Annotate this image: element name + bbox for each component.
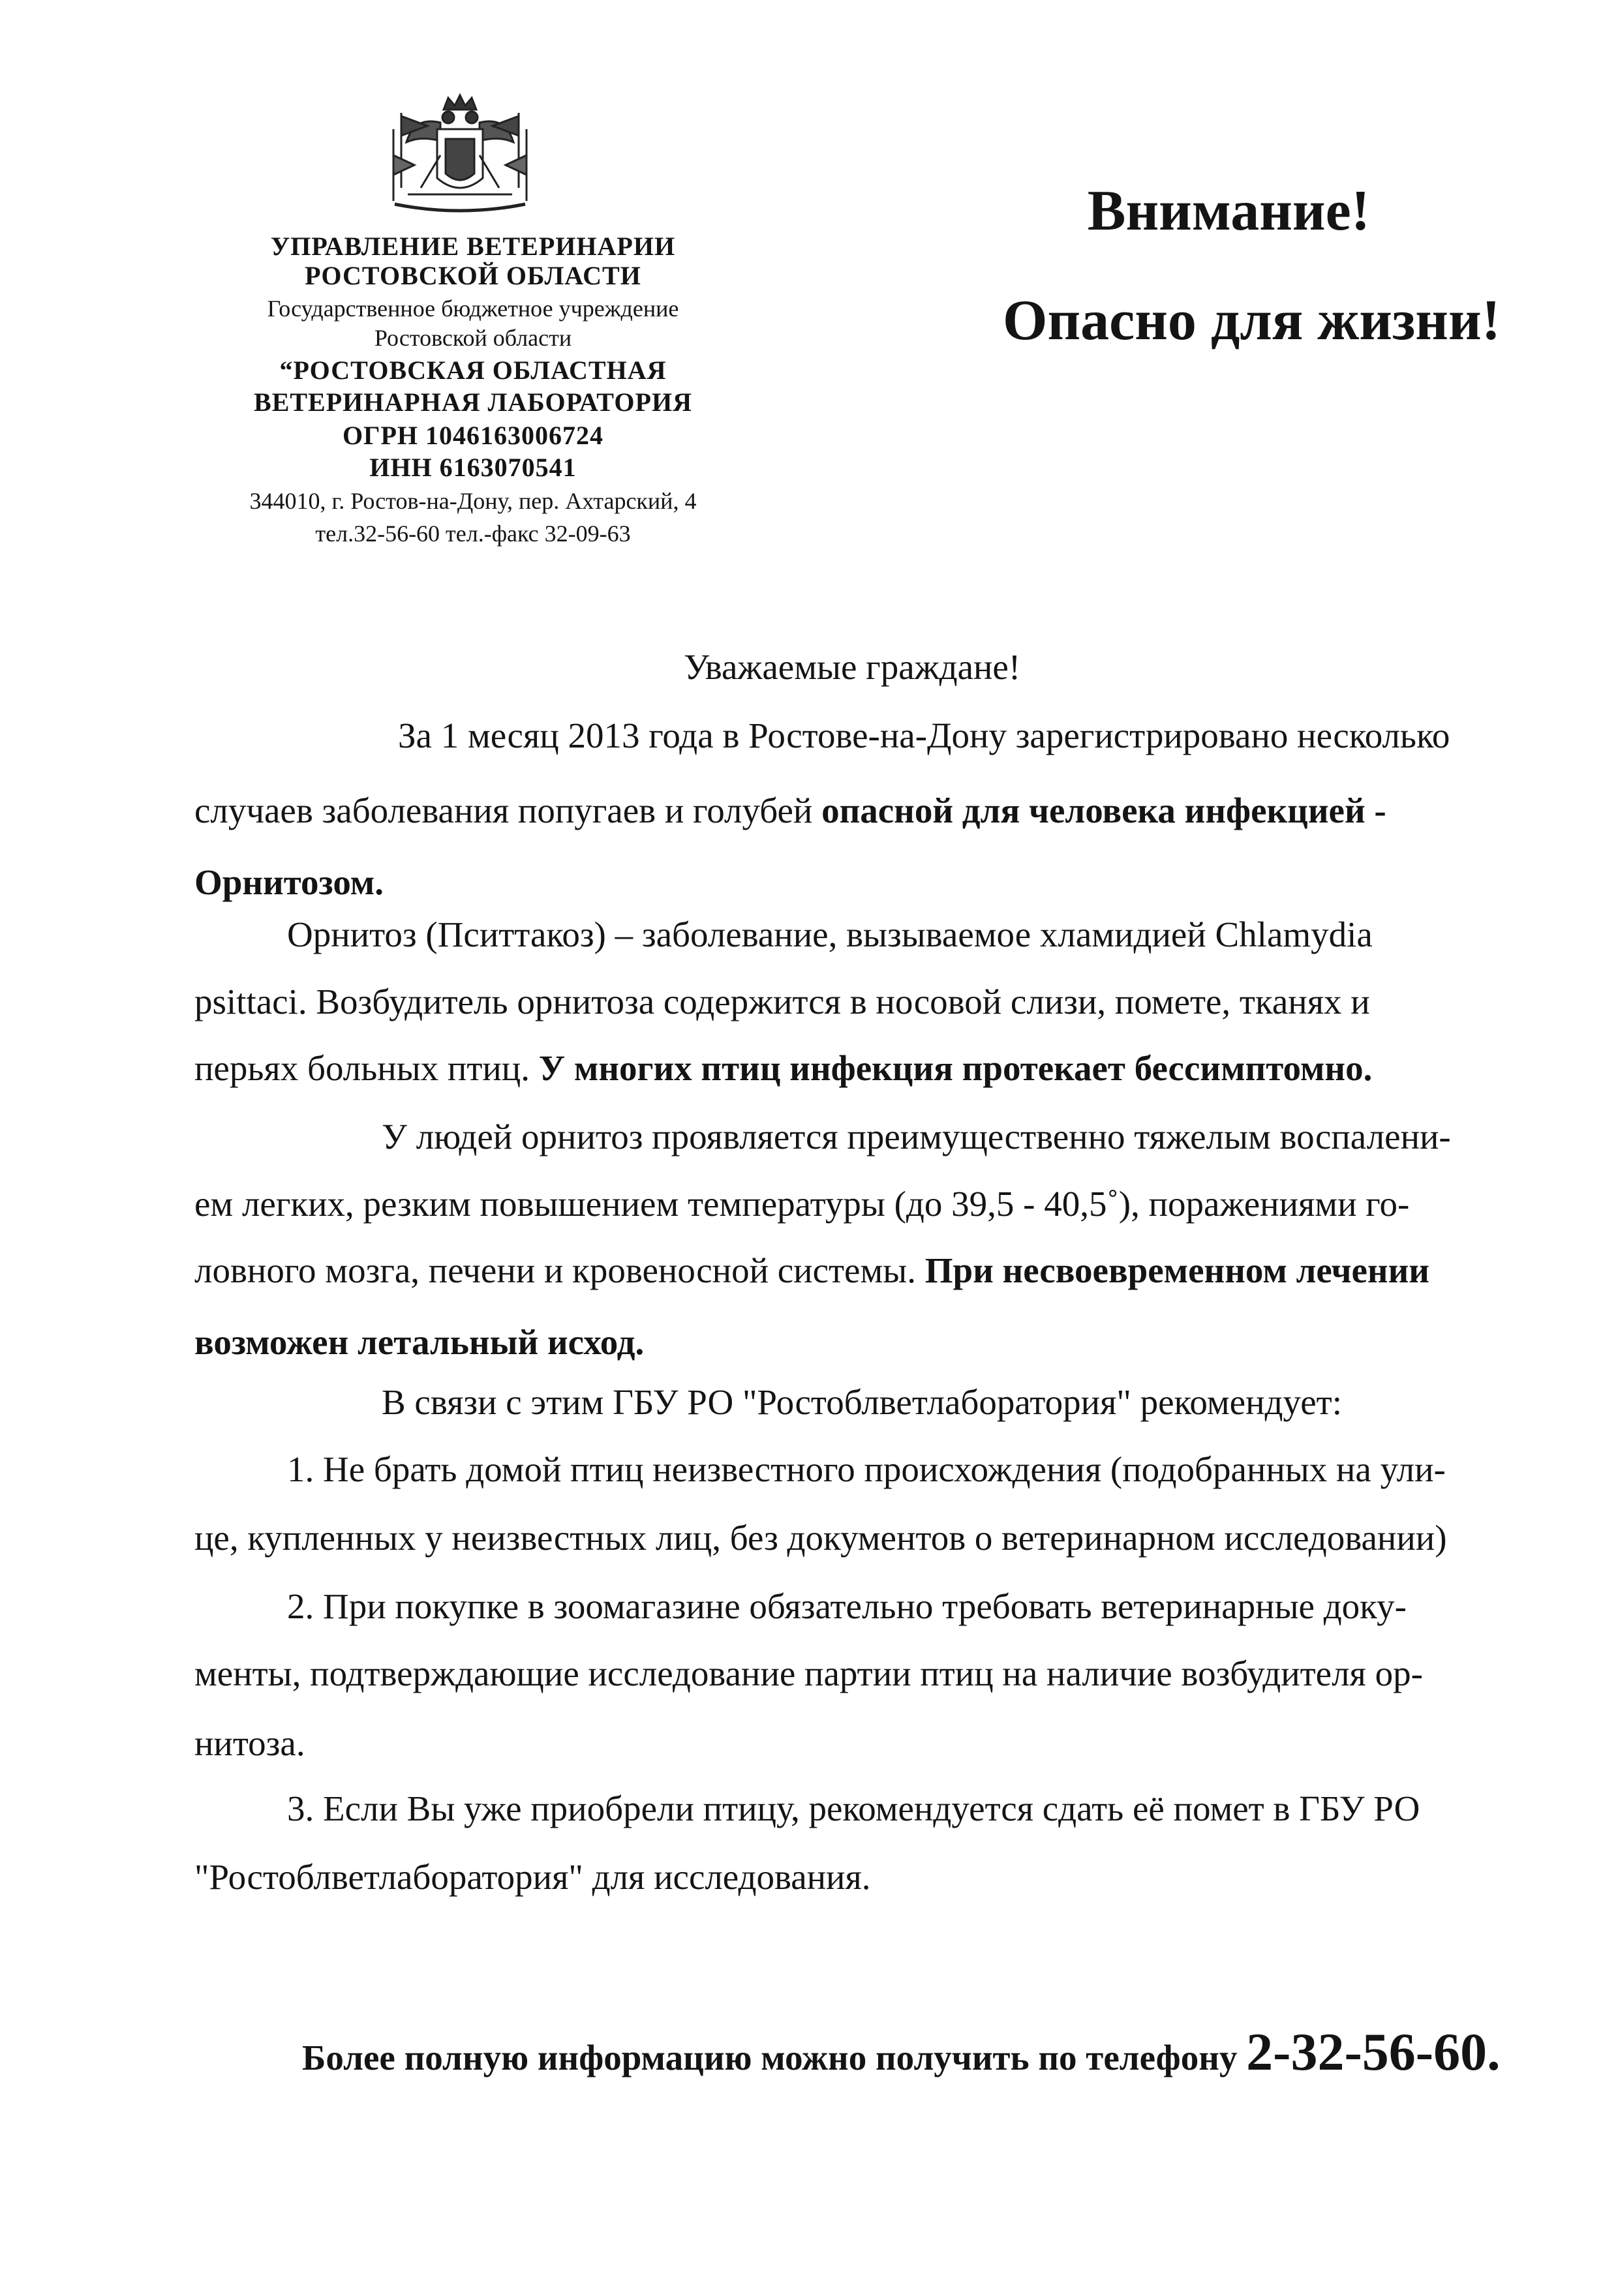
paragraph-line: В связи с этим ГБУ РО "Ростоблветлаборатория" рекомендует: [382,1382,1343,1422]
paragraph-line: перьях больных птиц. У многих птиц инфекция протекает бессимптомно. [194,1048,1373,1088]
header-org-line4: Ростовской области [374,325,572,351]
paragraph-line: Орнитозом. [194,862,384,902]
list-item: це, купленных у неизвестных лиц, без документов о ветеринарном исследовании) [194,1518,1447,1558]
header-inn: ИНН 6163070541 [369,453,577,482]
list-item: 2. При покупке в зоомагазине обязательно требовать ветеринарные доку- [287,1586,1407,1626]
footer-phone: 2-32-56-60. [1246,2022,1501,2081]
list-item: 1. Не брать домой птиц неизвестного происхождения (подобранных на ули- [287,1449,1446,1489]
header-address: 344010, г. Ростов-на-Дону, пер. Ахтарский, 4 [249,488,697,514]
list-item: менты, подтверждающие исследование партии птиц на наличие возбудителя ор- [194,1654,1423,1693]
paragraph-line: psittaci. Возбудитель орнитоза содержится в носовой слизи, помете, тканях и [194,982,1370,1021]
footer-contact: Более полную информацию можно получить по телефону 2-32-56-60. [302,2022,1501,2081]
header-org-line6: ВЕТЕРИНАРНАЯ ЛАБОРАТОРИЯ [254,387,692,417]
warning-title: Внимание! [1087,179,1370,243]
header-org-line1: УПРАВЛЕНИЕ ВЕТЕРИНАРИИ [270,232,676,261]
header-org-line5: “РОСТОВСКАЯ ОБЛАСТНАЯ [279,355,667,385]
paragraph-line: случаев заболевания попугаев и голубей опасной для человека инфекцией - [194,791,1386,830]
header-org-line2: РОСТОВСКОЙ ОБЛАСТИ [305,261,641,290]
list-item: 3. Если Вы уже приобрели птицу, рекомендуется сдать её помет в ГБУ РО [287,1789,1420,1828]
paragraph-line: За 1 месяц 2013 года в Ростове-на-Дону зарегистрировано несколько [398,716,1450,755]
greeting: Уважаемые граждане! [684,647,1021,687]
paragraph-line: Орнитоз (Пситтакоз) – заболевание, вызываемое хламидией Chlamydia [287,914,1373,954]
paragraph-line: ем легких, резким повышением температуры (до 39,5 - 40,5˚), поражениями го- [194,1184,1410,1224]
coat-of-arms-icon [375,90,545,220]
paragraph-line: У людей орнитоз проявляется преимущественно тяжелым воспалени- [382,1117,1451,1156]
list-item: "Ростоблветлаборатория" для исследования. [194,1857,871,1897]
list-item: нитоза. [194,1723,305,1763]
header-org-line3: Государственное бюджетное учреждение [267,295,679,322]
paragraph-line: ловного мозга, печени и кровеносной системы. При несвоевременном лечении [194,1250,1429,1290]
warning-subtitle: Опасно для жизни! [1003,289,1501,352]
header-phones: тел.32-56-60 тел.-факс 32-09-63 [315,521,631,547]
paragraph-line: возможен летальный исход. [194,1322,645,1362]
header-ogrn: ОГРН 1046163006724 [342,421,604,450]
